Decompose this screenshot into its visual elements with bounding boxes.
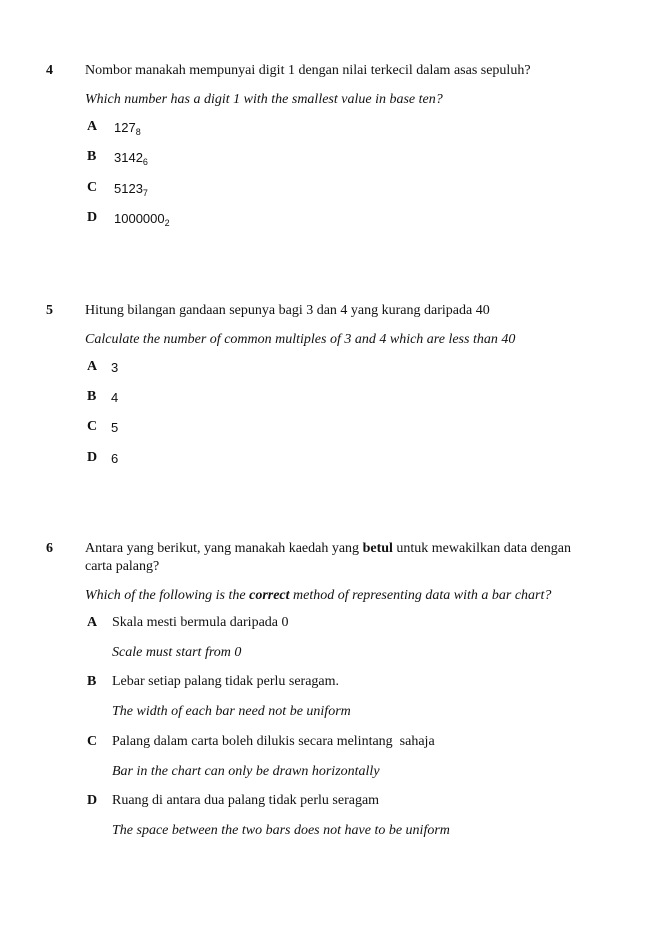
q4-option-a-value[interactable]: $127_8$ (114, 120, 141, 137)
q6-option-b-letter[interactable]: B (87, 674, 97, 689)
q6-option-c-text-malay[interactable]: Palang dalam carta boleh dilukis secara melintang sahaja (112, 734, 435, 749)
q6-option-b-text-malay[interactable]: Lebar setiap palang tidak perlu seragam. (112, 674, 340, 689)
q5-option-a-value[interactable]: 3 (111, 360, 119, 375)
q6-option-a-text-malay[interactable]: Skala mesti bermula daripada 0 (112, 615, 289, 630)
question-6-text-malay-line2: carta palang? (85, 559, 160, 574)
q4-option-c-value[interactable]: $5123_7$ (114, 181, 148, 198)
q5-option-d-letter[interactable]: D (87, 450, 98, 465)
q4-option-c-letter[interactable]: C (87, 180, 98, 195)
q6-option-a-text-english: Scale must start from 0 (112, 645, 242, 660)
question-6-text-malay-line1: Antara yang berikut, yang manakah kaedah yang betul untuk mewakilkan data dengan (85, 541, 571, 556)
q6-option-d-letter[interactable]: D (87, 793, 98, 808)
question-4-text-english: Which number has a digit 1 with the smallest value in base ten? (85, 92, 443, 107)
q6-option-d-text-english: The space between the two bars does not have to be uniform (112, 823, 450, 838)
question-6-number: 6 (46, 541, 53, 556)
q5-option-d-value[interactable]: 6 (111, 451, 119, 466)
q5-option-c-value[interactable]: 5 (111, 420, 119, 435)
question-4-text-malay: Nombor manakah mempunyai digit 1 dengan nilai terkecil dalam asas sepuluh? (85, 63, 531, 78)
q5-option-b-letter[interactable]: B (87, 389, 97, 404)
q6-option-d-text-malay[interactable]: Ruang di antara dua palang tidak perlu seragam (112, 793, 380, 808)
question-4-number: 4 (46, 63, 53, 78)
q4-option-b-value[interactable]: $3142_6$ (114, 150, 148, 167)
question-6-text-english: Which of the following is the correct method of representing data with a bar chart? (85, 588, 552, 603)
question-5-text-english: Calculate the number of common multiples of 3 and 4 which are less than 40 (85, 332, 516, 347)
q4-option-b-letter[interactable]: B (87, 149, 97, 164)
q4-option-d-letter[interactable]: D (87, 210, 98, 225)
q5-option-b-value[interactable]: 4 (111, 390, 119, 405)
question-5-number: 5 (46, 303, 53, 318)
q4-option-a-letter[interactable]: A (87, 119, 98, 134)
q6-option-a-letter[interactable]: A (87, 615, 98, 630)
question-5-text-malay: Hitung bilangan gandaan sepunya bagi 3 dan 4 yang kurang daripada 40 (85, 303, 490, 318)
q4-option-d-value[interactable]: $1000000_2$ (114, 211, 170, 228)
q6-option-b-text-english: The width of each bar need not be uniform (112, 704, 351, 719)
q5-option-c-letter[interactable]: C (87, 419, 98, 434)
q5-option-a-letter[interactable]: A (87, 359, 98, 374)
q6-option-c-text-english: Bar in the chart can only be drawn horizontally (112, 764, 380, 779)
q6-option-c-letter[interactable]: C (87, 734, 98, 749)
